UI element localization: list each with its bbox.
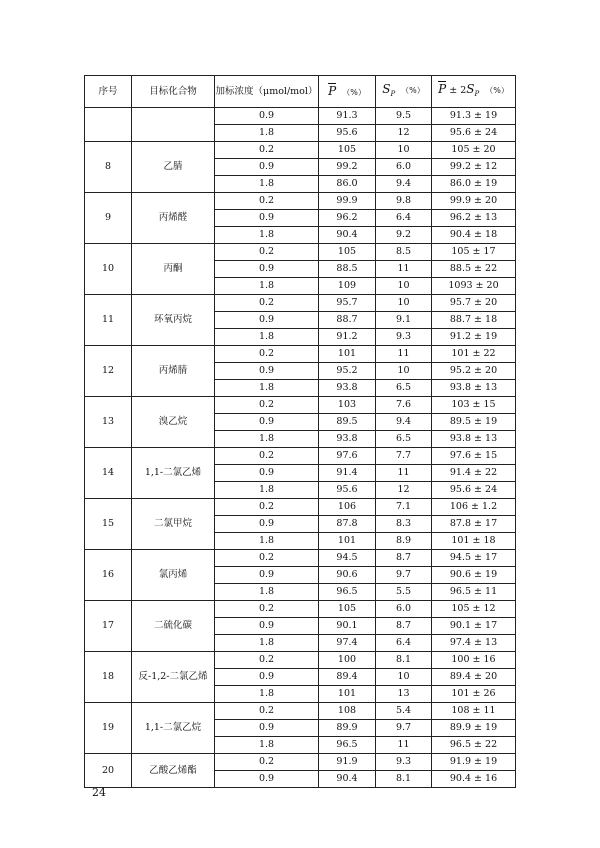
header-std-dev [376, 76, 432, 108]
recovery-range-cell: 105 ± 12 [432, 601, 516, 618]
mean-recovery-cell: 97.6 [319, 448, 376, 465]
std-dev-cell: 10 [376, 295, 432, 312]
compound-name-cell: 1,1-二氯乙烯 [132, 448, 215, 499]
s-symbol: S [382, 82, 391, 96]
concentration-cell: 1.8 [215, 329, 319, 346]
recovery-range-cell: 91.3 ± 19 [432, 108, 516, 125]
compound-name-cell: 乙腈 [132, 142, 215, 193]
recovery-table [84, 75, 516, 788]
table-row [85, 397, 516, 414]
concentration-cell: 1.8 [215, 533, 319, 550]
std-dev-cell: 5.5 [376, 584, 432, 601]
std-dev-cell: 9.8 [376, 193, 432, 210]
recovery-range-cell: 101 ± 18 [432, 533, 516, 550]
std-dev-cell: 11 [376, 465, 432, 482]
table-row [85, 142, 516, 159]
recovery-range-cell: 90.1 ± 17 [432, 618, 516, 635]
recovery-range-cell: 103 ± 15 [432, 397, 516, 414]
recovery-range-cell: 1093 ± 20 [432, 278, 516, 295]
compound-name-cell [132, 108, 215, 142]
recovery-range-cell: 94.5 ± 17 [432, 550, 516, 567]
std-dev-cell: 6.0 [376, 159, 432, 176]
table-header-row [85, 76, 516, 108]
recovery-range-cell: 96.5 ± 11 [432, 584, 516, 601]
mean-recovery-cell: 89.5 [319, 414, 376, 431]
recovery-range-cell: 91.9 ± 19 [432, 754, 516, 771]
std-dev-cell: 13 [376, 686, 432, 703]
p-bar-symbol: P [328, 83, 337, 98]
concentration-cell: 1.8 [215, 431, 319, 448]
mean-recovery-cell: 90.1 [319, 618, 376, 635]
mean-recovery-cell: 89.9 [319, 720, 376, 737]
mean-recovery-cell: 91.9 [319, 754, 376, 771]
compound-name-cell: 二氯甲烷 [132, 499, 215, 550]
mean-recovery-cell: 91.4 [319, 465, 376, 482]
std-dev-cell: 7.1 [376, 499, 432, 516]
recovery-range-cell: 91.2 ± 19 [432, 329, 516, 346]
std-dev-cell: 9.4 [376, 414, 432, 431]
mean-recovery-cell: 106 [319, 499, 376, 516]
std-dev-cell: 9.7 [376, 720, 432, 737]
recovery-range-cell: 99.2 ± 12 [432, 159, 516, 176]
recovery-range-cell: 90.6 ± 19 [432, 567, 516, 584]
recovery-range-cell: 90.4 ± 18 [432, 227, 516, 244]
concentration-cell: 0.9 [215, 108, 319, 125]
recovery-range-cell: 101 ± 26 [432, 686, 516, 703]
std-dev-cell: 9.1 [376, 312, 432, 329]
mean-recovery-cell: 99.9 [319, 193, 376, 210]
recovery-range-cell: 105 ± 17 [432, 244, 516, 261]
recovery-range-cell: 100 ± 16 [432, 652, 516, 669]
mean-recovery-cell: 96.5 [319, 737, 376, 754]
mean-recovery-cell: 93.8 [319, 431, 376, 448]
concentration-cell: 1.8 [215, 125, 319, 142]
mean-recovery-cell: 105 [319, 601, 376, 618]
std-dev-cell: 7.7 [376, 448, 432, 465]
recovery-range-cell: 95.2 ± 20 [432, 363, 516, 380]
std-dev-cell: 9.4 [376, 176, 432, 193]
recovery-range-cell: 89.9 ± 19 [432, 720, 516, 737]
recovery-range-cell: 89.5 ± 19 [432, 414, 516, 431]
concentration-cell: 1.8 [215, 737, 319, 754]
recovery-range-cell: 99.9 ± 20 [432, 193, 516, 210]
concentration-cell: 0.2 [215, 346, 319, 363]
unit-label: （%） [342, 87, 366, 97]
mean-recovery-cell: 88.7 [319, 312, 376, 329]
std-dev-cell: 11 [376, 261, 432, 278]
concentration-cell: 1.8 [215, 686, 319, 703]
serial-number-cell: 16 [85, 550, 132, 601]
std-dev-cell: 12 [376, 125, 432, 142]
concentration-cell: 1.8 [215, 278, 319, 295]
table-row [85, 244, 516, 261]
concentration-cell: 1.8 [215, 380, 319, 397]
plus-minus-two: ± 2 [446, 85, 467, 96]
concentration-cell: 0.9 [215, 414, 319, 431]
concentration-cell: 0.9 [215, 312, 319, 329]
mean-recovery-cell: 101 [319, 686, 376, 703]
std-dev-cell: 8.7 [376, 618, 432, 635]
compound-name-cell: 环氧丙烷 [132, 295, 215, 346]
std-dev-cell: 10 [376, 669, 432, 686]
std-dev-cell: 9.3 [376, 329, 432, 346]
mean-recovery-cell: 95.2 [319, 363, 376, 380]
recovery-range-cell: 93.8 ± 13 [432, 431, 516, 448]
mean-recovery-cell: 93.8 [319, 380, 376, 397]
serial-number-cell: 13 [85, 397, 132, 448]
concentration-cell: 0.2 [215, 601, 319, 618]
recovery-range-cell: 89.4 ± 20 [432, 669, 516, 686]
header-compound: 目标化合物 [132, 76, 215, 108]
recovery-range-cell: 105 ± 20 [432, 142, 516, 159]
recovery-range-cell: 101 ± 22 [432, 346, 516, 363]
subscript-p: P [390, 90, 396, 98]
std-dev-cell: 6.5 [376, 431, 432, 448]
table-row [85, 193, 516, 210]
compound-name-cell: 乙酸乙烯酯 [132, 754, 215, 788]
mean-recovery-cell: 105 [319, 244, 376, 261]
concentration-cell: 1.8 [215, 584, 319, 601]
recovery-range-cell: 106 ± 1.2 [432, 499, 516, 516]
header-serial-no: 序号 [85, 76, 132, 108]
std-dev-cell: 9.5 [376, 108, 432, 125]
std-dev-cell: 11 [376, 346, 432, 363]
concentration-cell: 0.9 [215, 159, 319, 176]
table-row [85, 550, 516, 567]
header-spike-concentration: 加标浓度（μmol/mol） [215, 76, 319, 108]
std-dev-cell: 10 [376, 278, 432, 295]
std-dev-cell: 6.4 [376, 635, 432, 652]
concentration-cell: 0.2 [215, 448, 319, 465]
concentration-cell: 0.9 [215, 516, 319, 533]
mean-recovery-cell: 90.4 [319, 227, 376, 244]
table-row [85, 652, 516, 669]
mean-recovery-cell: 100 [319, 652, 376, 669]
table-row [85, 754, 516, 771]
recovery-range-cell: 95.7 ± 20 [432, 295, 516, 312]
recovery-range-cell: 97.4 ± 13 [432, 635, 516, 652]
std-dev-cell: 9.3 [376, 754, 432, 771]
concentration-cell: 1.8 [215, 176, 319, 193]
concentration-cell: 0.2 [215, 295, 319, 312]
mean-recovery-cell: 90.6 [319, 567, 376, 584]
mean-recovery-cell: 97.4 [319, 635, 376, 652]
recovery-range-cell: 96.2 ± 13 [432, 210, 516, 227]
mean-recovery-cell: 88.5 [319, 261, 376, 278]
table-row [85, 601, 516, 618]
table-row [85, 295, 516, 312]
serial-number-cell: 17 [85, 601, 132, 652]
mean-recovery-cell: 94.5 [319, 550, 376, 567]
mean-recovery-cell: 103 [319, 397, 376, 414]
mean-recovery-cell: 108 [319, 703, 376, 720]
concentration-cell: 0.2 [215, 754, 319, 771]
header-mean-recovery [319, 76, 376, 108]
concentration-cell: 0.9 [215, 567, 319, 584]
mean-recovery-cell: 99.2 [319, 159, 376, 176]
recovery-range-cell: 90.4 ± 16 [432, 771, 516, 788]
subscript-p: P [474, 90, 480, 98]
compound-name-cell: 1,1-二氯乙烷 [132, 703, 215, 754]
serial-number-cell [85, 108, 132, 142]
std-dev-cell: 8.1 [376, 771, 432, 788]
std-dev-cell: 6.4 [376, 210, 432, 227]
mean-recovery-cell: 95.6 [319, 482, 376, 499]
table-row [85, 703, 516, 720]
page-number: 24 [92, 786, 106, 799]
concentration-cell: 0.2 [215, 652, 319, 669]
compound-name-cell: 反-1,2-二氯乙烯 [132, 652, 215, 703]
mean-recovery-cell: 95.6 [319, 125, 376, 142]
recovery-range-cell: 93.8 ± 13 [432, 380, 516, 397]
concentration-cell: 0.9 [215, 465, 319, 482]
mean-recovery-cell: 95.7 [319, 295, 376, 312]
concentration-cell: 0.9 [215, 720, 319, 737]
std-dev-cell: 6.0 [376, 601, 432, 618]
concentration-cell: 0.9 [215, 261, 319, 278]
std-dev-cell: 8.5 [376, 244, 432, 261]
unit-label: （%） [401, 86, 425, 95]
compound-name-cell: 溴乙烷 [132, 397, 215, 448]
mean-recovery-cell: 91.2 [319, 329, 376, 346]
table-row [85, 108, 516, 125]
serial-number-cell: 19 [85, 703, 132, 754]
std-dev-cell: 6.5 [376, 380, 432, 397]
table-row [85, 346, 516, 363]
concentration-cell: 0.9 [215, 363, 319, 380]
header-recovery-range [432, 76, 516, 108]
serial-number-cell: 18 [85, 652, 132, 703]
concentration-cell: 1.8 [215, 482, 319, 499]
recovery-range-cell: 95.6 ± 24 [432, 482, 516, 499]
concentration-cell: 0.9 [215, 618, 319, 635]
recovery-range-cell: 88.7 ± 18 [432, 312, 516, 329]
recovery-range-cell: 86.0 ± 19 [432, 176, 516, 193]
concentration-cell: 0.2 [215, 703, 319, 720]
compound-name-cell: 丙烯腈 [132, 346, 215, 397]
concentration-cell: 0.2 [215, 499, 319, 516]
mean-recovery-cell: 86.0 [319, 176, 376, 193]
mean-recovery-cell: 91.3 [319, 108, 376, 125]
compound-name-cell: 丙烯醛 [132, 193, 215, 244]
recovery-range-cell: 91.4 ± 22 [432, 465, 516, 482]
recovery-range-cell: 96.5 ± 22 [432, 737, 516, 754]
unit-label: （%） [485, 86, 509, 95]
recovery-range-cell: 97.6 ± 15 [432, 448, 516, 465]
serial-number-cell: 8 [85, 142, 132, 193]
recovery-range-cell: 108 ± 11 [432, 703, 516, 720]
std-dev-cell: 11 [376, 737, 432, 754]
recovery-range-cell: 95.6 ± 24 [432, 125, 516, 142]
std-dev-cell: 12 [376, 482, 432, 499]
compound-name-cell: 氯丙烯 [132, 550, 215, 601]
serial-number-cell: 11 [85, 295, 132, 346]
mean-recovery-cell: 96.2 [319, 210, 376, 227]
std-dev-cell: 8.1 [376, 652, 432, 669]
serial-number-cell: 9 [85, 193, 132, 244]
concentration-cell: 0.2 [215, 550, 319, 567]
std-dev-cell: 10 [376, 363, 432, 380]
std-dev-cell: 10 [376, 142, 432, 159]
recovery-range-cell: 88.5 ± 22 [432, 261, 516, 278]
recovery-range-cell: 87.8 ± 17 [432, 516, 516, 533]
table-row [85, 448, 516, 465]
std-dev-cell: 9.2 [376, 227, 432, 244]
concentration-cell: 1.8 [215, 227, 319, 244]
mean-recovery-cell: 101 [319, 533, 376, 550]
serial-number-cell: 12 [85, 346, 132, 397]
serial-number-cell: 14 [85, 448, 132, 499]
s-symbol: S [466, 82, 475, 96]
concentration-cell: 0.9 [215, 669, 319, 686]
concentration-cell: 0.2 [215, 397, 319, 414]
concentration-cell: 1.8 [215, 635, 319, 652]
mean-recovery-cell: 109 [319, 278, 376, 295]
compound-name-cell: 丙酮 [132, 244, 215, 295]
serial-number-cell: 10 [85, 244, 132, 295]
concentration-cell: 0.2 [215, 193, 319, 210]
mean-recovery-cell: 87.8 [319, 516, 376, 533]
mean-recovery-cell: 90.4 [319, 771, 376, 788]
mean-recovery-cell: 89.4 [319, 669, 376, 686]
std-dev-cell: 5.4 [376, 703, 432, 720]
concentration-cell: 0.9 [215, 210, 319, 227]
serial-number-cell: 15 [85, 499, 132, 550]
concentration-cell: 0.2 [215, 142, 319, 159]
concentration-cell: 0.2 [215, 244, 319, 261]
mean-recovery-cell: 101 [319, 346, 376, 363]
std-dev-cell: 8.9 [376, 533, 432, 550]
std-dev-cell: 8.7 [376, 550, 432, 567]
table-body [85, 108, 516, 788]
mean-recovery-cell: 105 [319, 142, 376, 159]
mean-recovery-cell: 96.5 [319, 584, 376, 601]
std-dev-cell: 9.7 [376, 567, 432, 584]
compound-name-cell: 二硫化碳 [132, 601, 215, 652]
serial-number-cell: 20 [85, 754, 132, 788]
table-row [85, 499, 516, 516]
p-bar-symbol: P [438, 82, 447, 96]
std-dev-cell: 7.6 [376, 397, 432, 414]
std-dev-cell: 8.3 [376, 516, 432, 533]
concentration-cell: 0.9 [215, 771, 319, 788]
